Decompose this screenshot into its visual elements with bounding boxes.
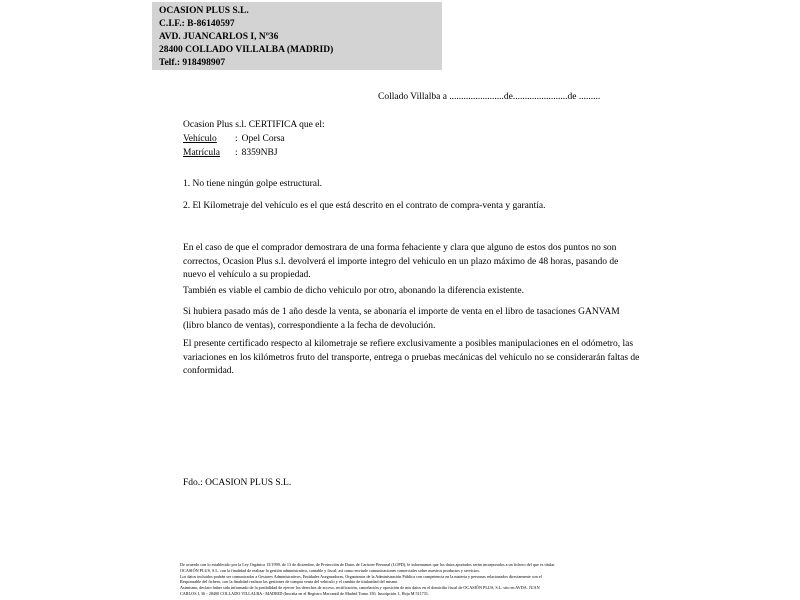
company-header [152,2,442,70]
paragraph-refund: En el caso de que el comprador demostrara de una forma fehaciente y clara que alguno de estos dos puntos no son correctos, Ocasion Plus s.l. devolverá el importe integro del vehiculo en un plazo máximo de 48 horas, pasando de nuevo el vehículo a su propiedad. [183,243,619,280]
plate-value: 8359NBJ [241,148,278,158]
plate-label: Matrícula [183,148,220,158]
legal-line-2: OCASIÓN PLUS, S.L. con la finalidad de realizar la gestión administrativa, contable y fiscal, así como enviarle comunicaciones comerciales sobre nuestros productos y servicios. [180,567,480,573]
company-address: AVD. JUANCARLOS I, Nº36 [159,32,279,42]
legal-line-5: Asimismo, declaro haber sido informado de la posibilidad de ejercer los derechos de acceso, rectificación, cancelación y oposición de mis datos en el domicilio fiscal de OCASIÓN PLUS, S.L. sito en AVDA. JUAN [180,585,540,591]
paragraph-exchange: También es viable el cambio de dicho vehiculo por otro, abonando la diferencia existente. [183,286,524,296]
legal-line-3: Los datos incluidos podrán ser comunicados a Gestores Administrativos, Entidades Aseguradoras, Organismos de la Administración Pública con competencia en la materia y personas relacionados directamente con el [180,573,542,579]
point-1: 1. No tiene ningún golpe estructural. [183,179,323,189]
legal-fine-print [180,562,620,597]
legal-line-1: De acuerdo con lo establecido por la Ley Orgánica 15/1999, de 13 de diciembre, de Protección de Datos de Carácter Personal (LOPD), le informamos que los datos aportados serán incorporados a un fichero del que es titular [180,562,555,567]
company-cif: C.I.F.: B-86140597 [159,19,235,29]
vehicle-separator: : [235,134,238,144]
plate-separator: : [235,148,238,158]
company-city: 28400 COLLADO VILLALBA (MADRID) [159,45,334,55]
vehicle-label: Vehículo [183,134,217,144]
point-2: 2. El Kilometraje del vehículo es el que está descrito en el contrato de compra-venta y garantía. [183,201,546,211]
legal-line-6: CARLOS I, 36 - 28400 COLLADO VILLALBA - MADRID (Inscrita en el Registro Mercantil de Madrid Tomo 150, Inscripción 1, Hoja M 511731. [180,590,429,596]
signature-line: Fdo.: OCASION PLUS S.L. [183,478,292,488]
legal-line-4: Responsable del fichero, con la finalidad realizar las gestiones de compra venta del vehículo y el cambio de titularidad del mismo. [180,579,399,585]
vehicle-line [183,132,325,146]
certification-block [183,118,325,160]
certifies-line: Ocasion Plus s.l. CERTIFICA que el: [183,120,325,130]
paragraph-ganvam: Si hubiera pasado más de 1 año desde la venta, se abonaría el importe de venta en el libro de tasaciones GANVAM (libro blanco de ventas), correspondiente a la fecha de devolución. [183,307,620,331]
paragraph-odometer: El presente certificado respecto al kilometraje se refiere exclusivamente a posibles manipulaciones en el odómetro, las variaciones en los kilómetros fruto del transporte, entrega o pruebas mecánicas del vehiculo no se considerarán faltas de conformidad. [183,339,640,376]
plate-line [183,146,325,160]
date-line: Collado Villalba a .......................de.......................de ......... [378,92,601,102]
vehicle-value: Opel Corsa [241,134,285,144]
company-name: OCASION PLUS S.L. [159,6,249,16]
company-phone: Telf.: 918498907 [159,58,226,68]
